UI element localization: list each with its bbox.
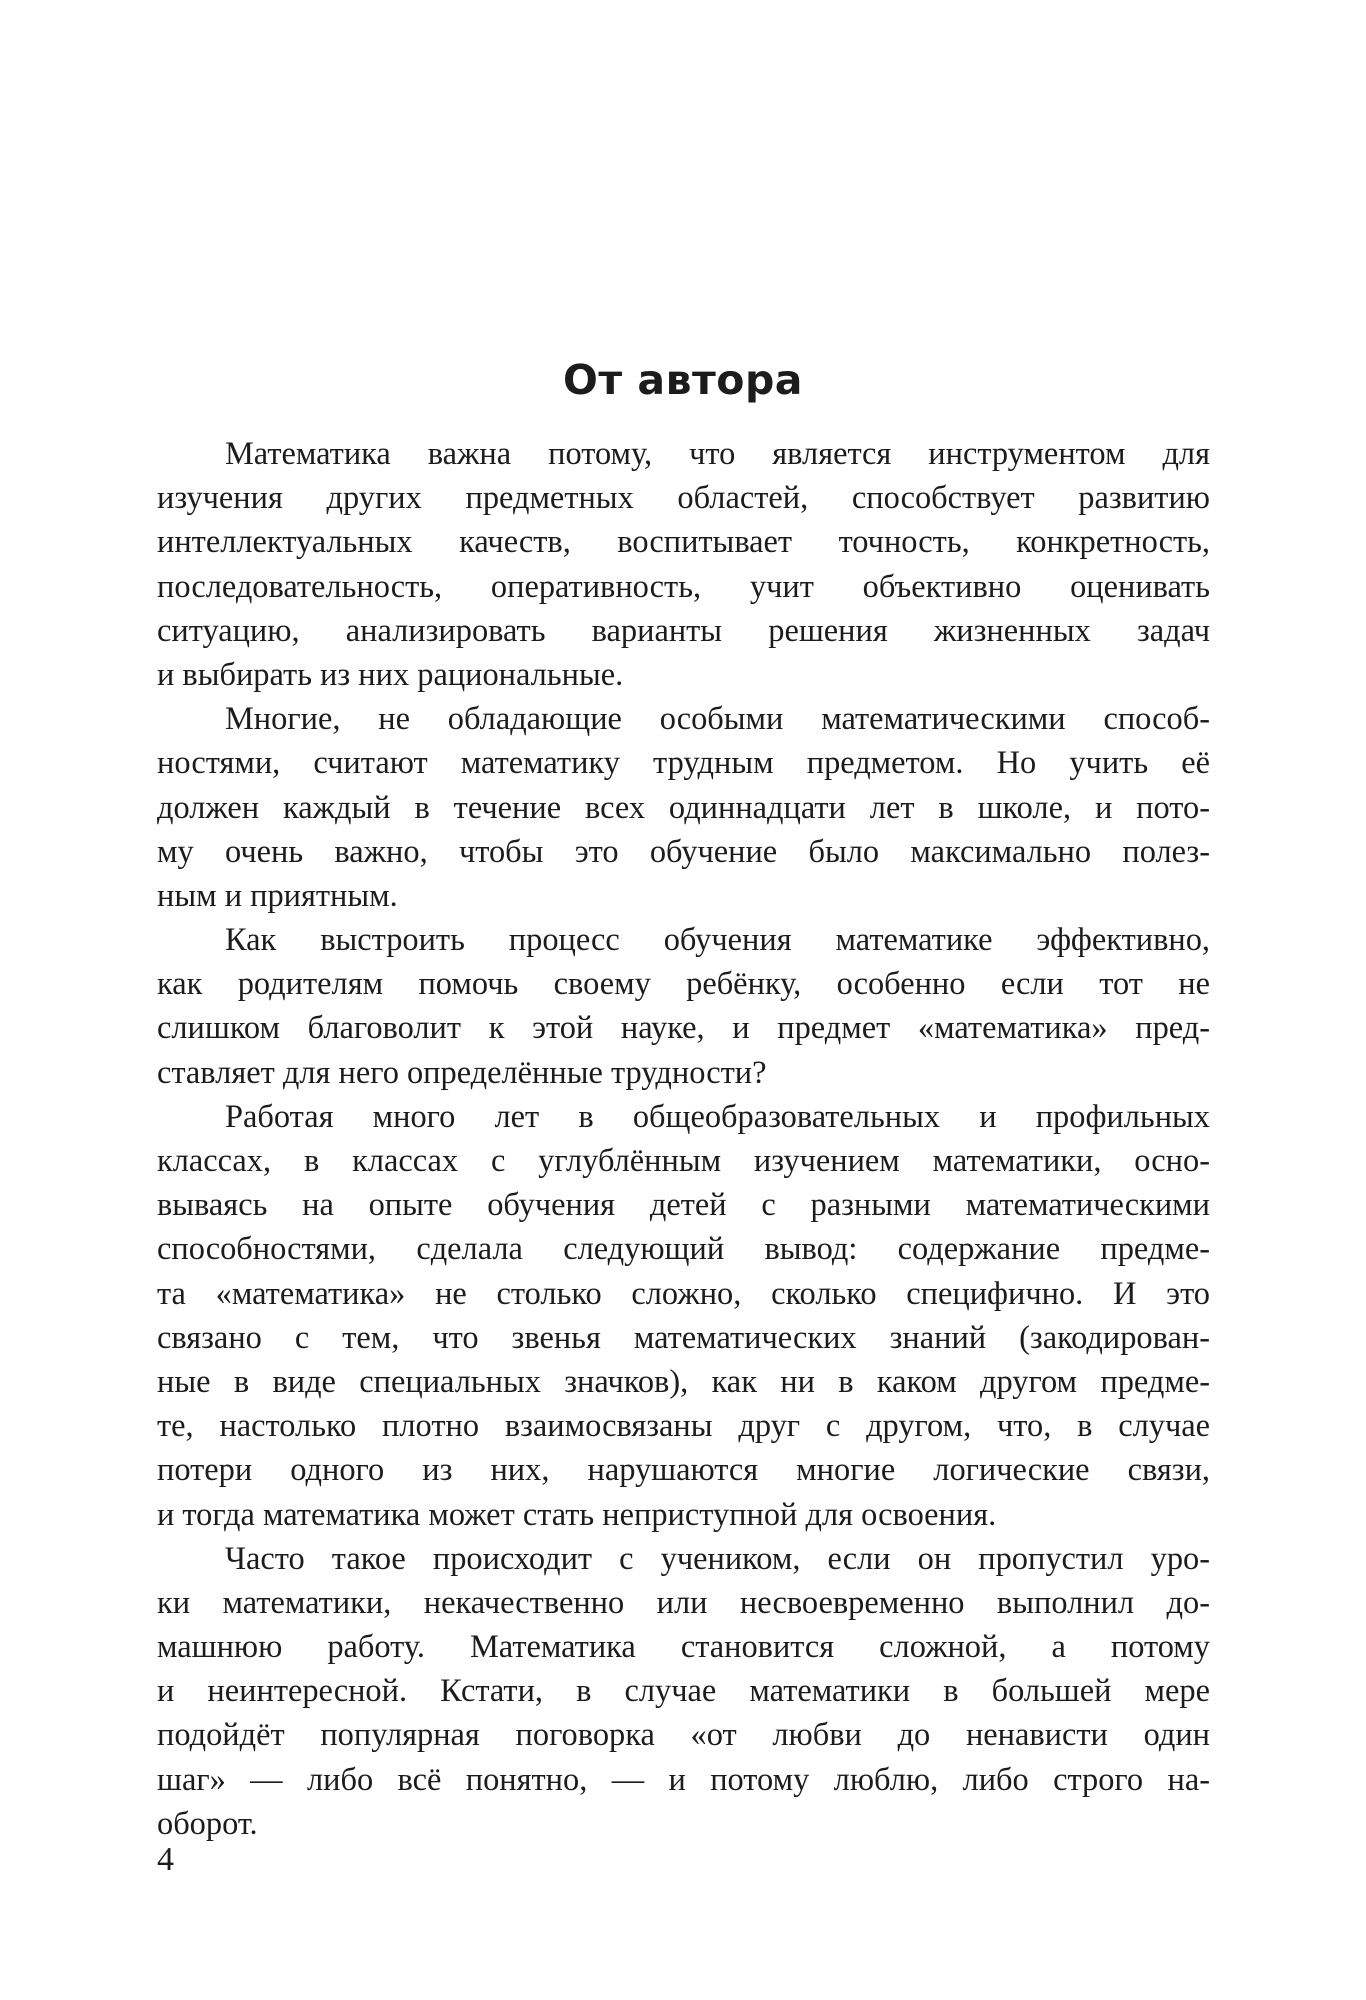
text-line: как родителям помочь своему ребёнку, особенно если тот не <box>157 966 1210 1003</box>
text-line: способностями, сделала следующий вывод: содержание предме- <box>157 1231 1210 1268</box>
text-line: Математика важна потому, что является инструментом для <box>225 436 1210 472</box>
text-line: последовательность, оперативность, учит объективно оценивать <box>157 568 1210 605</box>
text-line: ставляет для него определённые трудности? <box>157 1054 767 1091</box>
text-line: Часто такое происходит с учеником, если он пропустил уро- <box>225 1540 1210 1577</box>
text-line: Многие, не обладающие особыми математическими способ- <box>225 701 1210 738</box>
page-number: 4 <box>157 1841 174 1878</box>
text-line: ки математики, некачественно или несвоевременно выполнил до- <box>157 1584 1210 1621</box>
page-title: От автора <box>563 356 803 404</box>
paragraph <box>157 918 1210 1095</box>
paragraph <box>157 1095 1210 1537</box>
text-line: и выбирать из них рациональные. <box>157 656 624 693</box>
text-line: оборот. <box>157 1805 258 1842</box>
text-line: шаг» — либо всё понятно, — и потому люблю, либо строго на- <box>157 1761 1210 1798</box>
text-line: ным и приятным. <box>157 877 398 914</box>
paragraph <box>157 697 1210 918</box>
text-line: та «математика» не столько сложно, сколько специфично. И это <box>157 1275 1210 1312</box>
paragraph <box>157 1537 1210 1846</box>
text-line: му очень важно, чтобы это обучение было максимально полез- <box>157 833 1210 870</box>
text-line: и тогда математика может стать неприступной для освоения. <box>157 1496 997 1533</box>
text-body <box>157 432 1210 1846</box>
text-line: классах, в классах с углублённым изучением математики, осно- <box>157 1143 1210 1179</box>
text-line: Как выстроить процесс обучения математике эффективно, <box>225 922 1210 959</box>
text-line: и неинтересной. Кстати, в случае математики в большей мере <box>157 1673 1210 1710</box>
text-line: машнюю работу. Математика становится сложной, а потому <box>157 1629 1210 1666</box>
text-line: ситуацию, анализировать варианты решения жизненных задач <box>157 612 1210 649</box>
text-line: потери одного из них, нарушаются многие логические связи, <box>157 1452 1210 1489</box>
text-line: те, настолько плотно взаимосвязаны друг с другом, что, в случае <box>157 1408 1210 1445</box>
text-line: связано с тем, что звенья математических знаний (закодирован- <box>157 1319 1210 1356</box>
text-line: ные в виде специальных значков), как ни в каком другом предме- <box>157 1363 1210 1400</box>
text-line: ностями, считают математику трудным предметом. Но учить её <box>157 745 1210 782</box>
text-line: интеллектуальных качеств, воспитывает точность, конкретность, <box>157 524 1210 561</box>
text-line: изучения других предметных областей, способствует развитию <box>157 480 1210 517</box>
text-line: слишком благоволит к этой науке, и предмет «математика» пред- <box>157 1010 1210 1047</box>
text-line: должен каждый в течение всех одиннадцати лет в школе, и пото- <box>157 789 1210 826</box>
text-line: подойдёт популярная поговорка «от любви до ненависти один <box>157 1717 1210 1754</box>
paragraph <box>157 432 1210 697</box>
text-line: Работая много лет в общеобразовательных и профильных <box>225 1098 1210 1135</box>
text-line: вываясь на опыте обучения детей с разными математическими <box>157 1187 1210 1224</box>
